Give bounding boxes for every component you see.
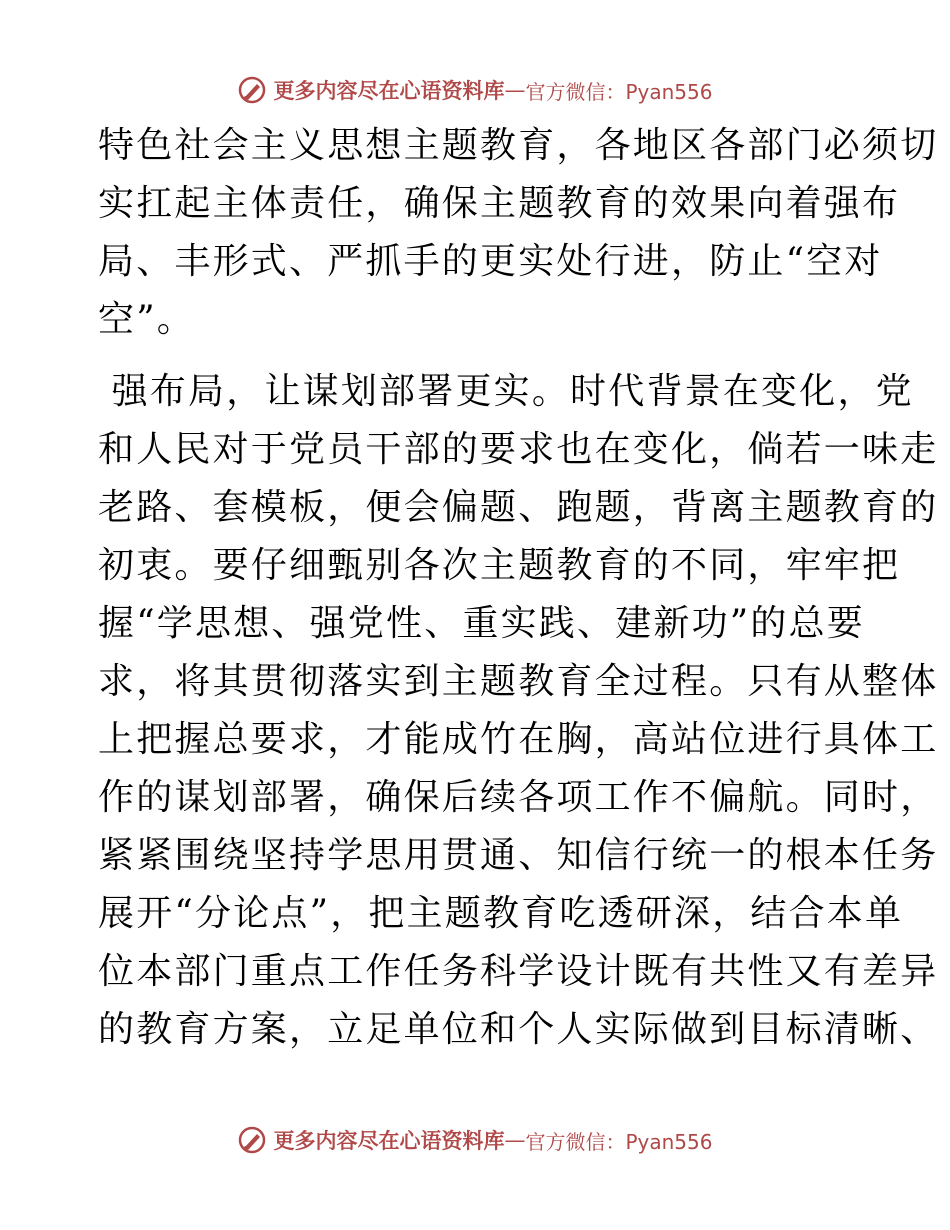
text-line: 紧紧围绕坚持学思用贯通、知信行统一的根本任务 (98, 835, 939, 876)
pen-logo-icon (237, 1125, 267, 1155)
document-body (98, 122, 939, 1064)
text-line: 实扛起主体责任，确保主题教育的效果向着强布 (98, 183, 901, 224)
pen-logo-icon (237, 75, 267, 105)
text-line: 展开“分论点”，把主题教育吃透研深，结合本单 (98, 893, 904, 934)
banner-site-name: 更多内容尽在心语资料库 (273, 1128, 505, 1153)
text-line: 作的谋划部署，确保后续各项工作不偏航。同时， (98, 777, 939, 818)
text-line: 位本部门重点工作任务科学设计既有共性又有差异 (98, 951, 939, 992)
text-line: 局、丰形式、严抓手的更实处行进，防止“空对 (98, 241, 883, 282)
text-line: 握“学思想、强党性、重实践、建新功”的总要 (98, 603, 866, 644)
banner-separator: — (504, 1128, 526, 1152)
text-line: 初衷。要仔细甄别各次主题教育的不同，牢牢把 (98, 545, 901, 586)
text-line: 上把握总要求，才能成竹在胸，高站位进行具体工 (98, 719, 939, 760)
banner-wechat: 官方微信：Pyan556 (525, 79, 713, 104)
text-line: 强布局，让谋划部署更实。时代背景在变化，党 (98, 371, 914, 412)
text-line: 特色社会主义思想主题教育，各地区各部门必须切 (98, 125, 939, 166)
text-line: 求，将其贯彻落实到主题教育全过程。只有从整体 (98, 661, 939, 702)
text-line: 的教育方案，立足单位和个人实际做到目标清晰、 (98, 1009, 939, 1050)
banner-separator: — (504, 78, 526, 102)
header-banner (0, 70, 950, 110)
text-line: 老路、套模板，便会偏题、跑题，背离主题教育的 (98, 487, 939, 528)
banner-wechat: 官方微信：Pyan556 (525, 1129, 713, 1154)
paragraph-2 (98, 368, 939, 1054)
text-line: 和人民对于党员干部的要求也在变化，倘若一味走 (98, 429, 939, 470)
banner-site-name: 更多内容尽在心语资料库 (273, 78, 505, 103)
footer-banner (0, 1120, 950, 1160)
text-line: 空”。 (98, 299, 196, 340)
paragraph-1 (98, 122, 939, 344)
